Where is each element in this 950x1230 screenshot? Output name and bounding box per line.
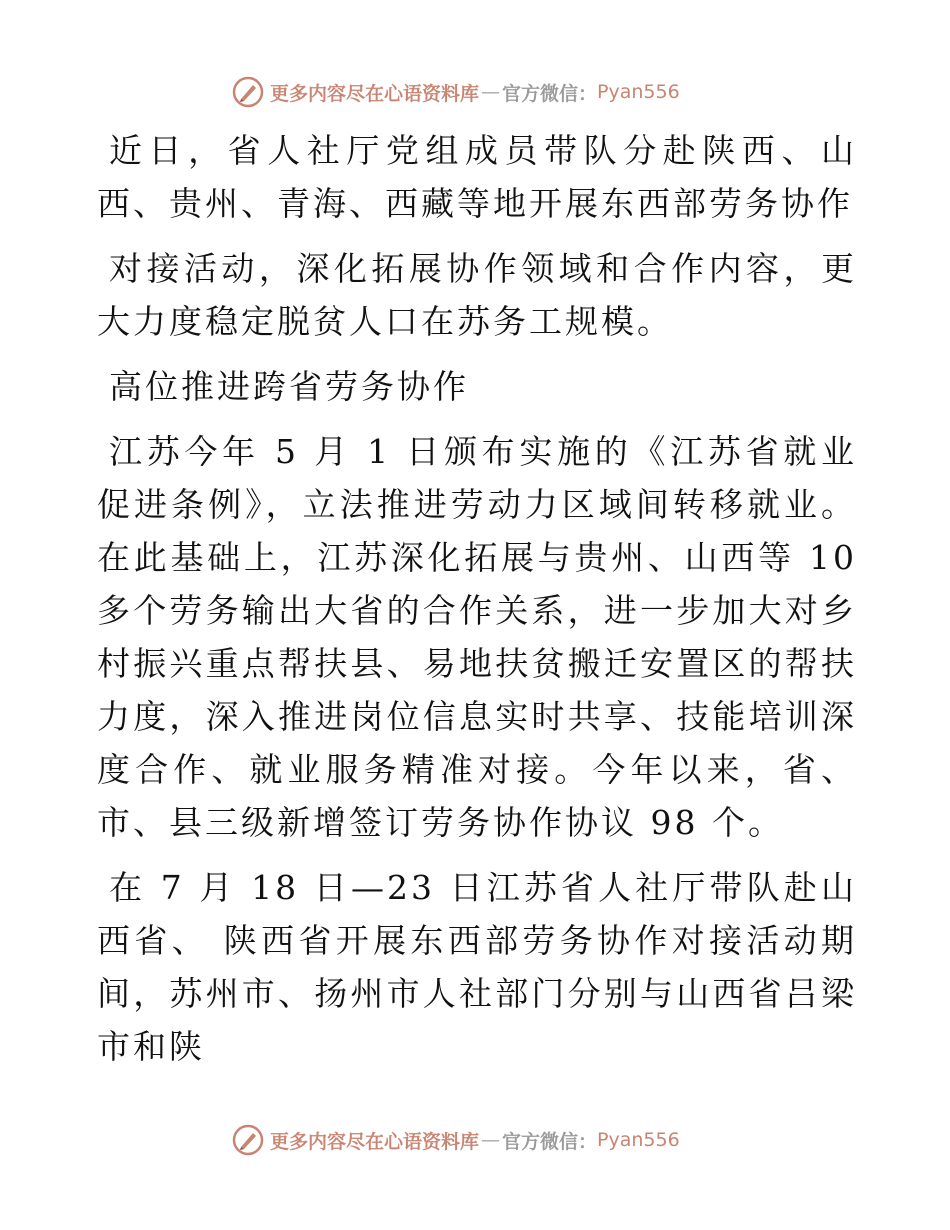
watermark-official-text: 官方微信： bbox=[502, 82, 598, 105]
paragraph-gap bbox=[97, 413, 857, 425]
section-heading: 高位推进跨省劳务协作 bbox=[109, 367, 469, 406]
pen-logo-icon bbox=[232, 76, 264, 108]
paragraph-3: 江苏今年 5 月 1 日颁布实施的《江苏省就业促进条例》，立法推进劳动力区域间转移就业。在此基础上，江苏深化拓展与贵州、山西等 10 多个劳务输出大省的合作关系，进一步加大对乡村振兴重点帮扶县、易地扶贫搬迁安置区的帮扶力度，深入推进岗位信息实时共享、技能培训深度合作、就业服务精准对接。今年以来，省、市、县三级新增签订劳务协作协议 98 个。 bbox=[97, 432, 857, 842]
watermark-banner-bottom bbox=[232, 1120, 680, 1160]
paragraph-gap bbox=[97, 348, 857, 360]
watermark-banner-top bbox=[232, 72, 680, 112]
paragraph-4: 在 7 月 18 日—23 日江苏省人社厅带队赴山西省、 陕西省开展东西部劳务协作对接活动期间，苏州市、扬州市人社部门分别与山西省吕梁市和陕 bbox=[97, 868, 857, 1066]
watermark-main-text: 更多内容尽在心语资料库 bbox=[270, 82, 480, 105]
watermark-dash: — bbox=[481, 81, 501, 103]
pen-logo-icon bbox=[232, 1124, 264, 1156]
watermark-dash: — bbox=[481, 1129, 501, 1151]
paragraph-gap bbox=[97, 230, 857, 242]
paragraph-gap bbox=[97, 849, 857, 861]
document-body bbox=[97, 124, 857, 1073]
watermark-official-text: 官方微信： bbox=[502, 1130, 598, 1153]
watermark-wechat-id: Pyan556 bbox=[597, 81, 680, 103]
paragraph-2: 对接活动，深化拓展协作领域和合作内容，更大力度稳定脱贫人口在苏务工规模。 bbox=[97, 249, 857, 341]
watermark-wechat-id: Pyan556 bbox=[597, 1129, 680, 1151]
paragraph-1: 近日，省人社厅党组成员带队分赴陕西、山西、贵州、青海、西藏等地开展东西部劳务协作 bbox=[97, 131, 857, 223]
watermark-main-text: 更多内容尽在心语资料库 bbox=[270, 1130, 480, 1153]
